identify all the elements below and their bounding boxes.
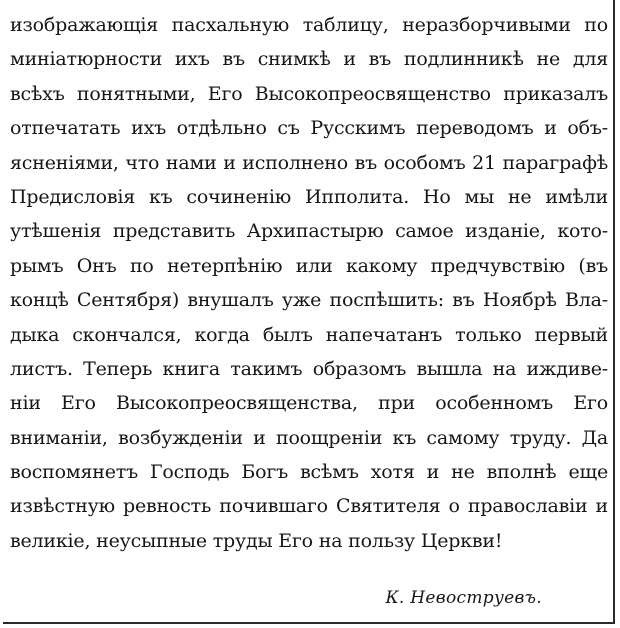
text-line: ясненіями, что нами и исполнено въ особомъ 21 параграфѣ [10, 151, 608, 174]
text-line: листъ. Теперь книга такимъ образомъ вышла на иждиве- [10, 357, 608, 380]
author-signature: К. Невоструевъ. [385, 588, 542, 608]
text-line: воспомянетъ Господь Богъ всѣмъ хотя и не вполнѣ еще [10, 461, 608, 484]
text-line: изображающія пасхальную таблицу, неразборчивыми по [10, 14, 608, 36]
text-line: отпечатать ихъ отдѣльно съ Русскимъ переводомъ и объ- [10, 117, 608, 140]
text-line: вниманіи, возбужденіи и поощреніи къ самому труду. Да [10, 426, 608, 449]
text-line: миніатюрности ихъ въ снимкѣ и въ подлинникѣ не для [10, 48, 608, 71]
text-line: концѣ Сентября) внушалъ уже поспѣшить: въ Ноябрѣ Вла- [10, 289, 608, 312]
text-line: утѣшенія представить Архипастырю самое изданіе, кото- [10, 220, 608, 243]
text-line: всѣхъ понятными, Его Высокопреосвященство приказалъ [10, 82, 608, 105]
text-line: ніи Его Высокопреосвященства, при особенномъ Его [10, 392, 608, 415]
text-line: Предисловія къ сочиненію Ипполита. Но мы не имѣли [10, 185, 608, 208]
text-line: извѣстную ревность почившаго Святителя о православіи и [10, 495, 608, 518]
text-line: рымъ Онъ по нетерпѣнію или какому предчувствію (въ [10, 254, 608, 277]
body-text [10, 8, 608, 558]
text-line: великіе, неусыпные труды Его на пользу Церкви! [10, 529, 503, 552]
text-line: дыка скончался, когда былъ напечатанъ только первый [10, 323, 608, 346]
